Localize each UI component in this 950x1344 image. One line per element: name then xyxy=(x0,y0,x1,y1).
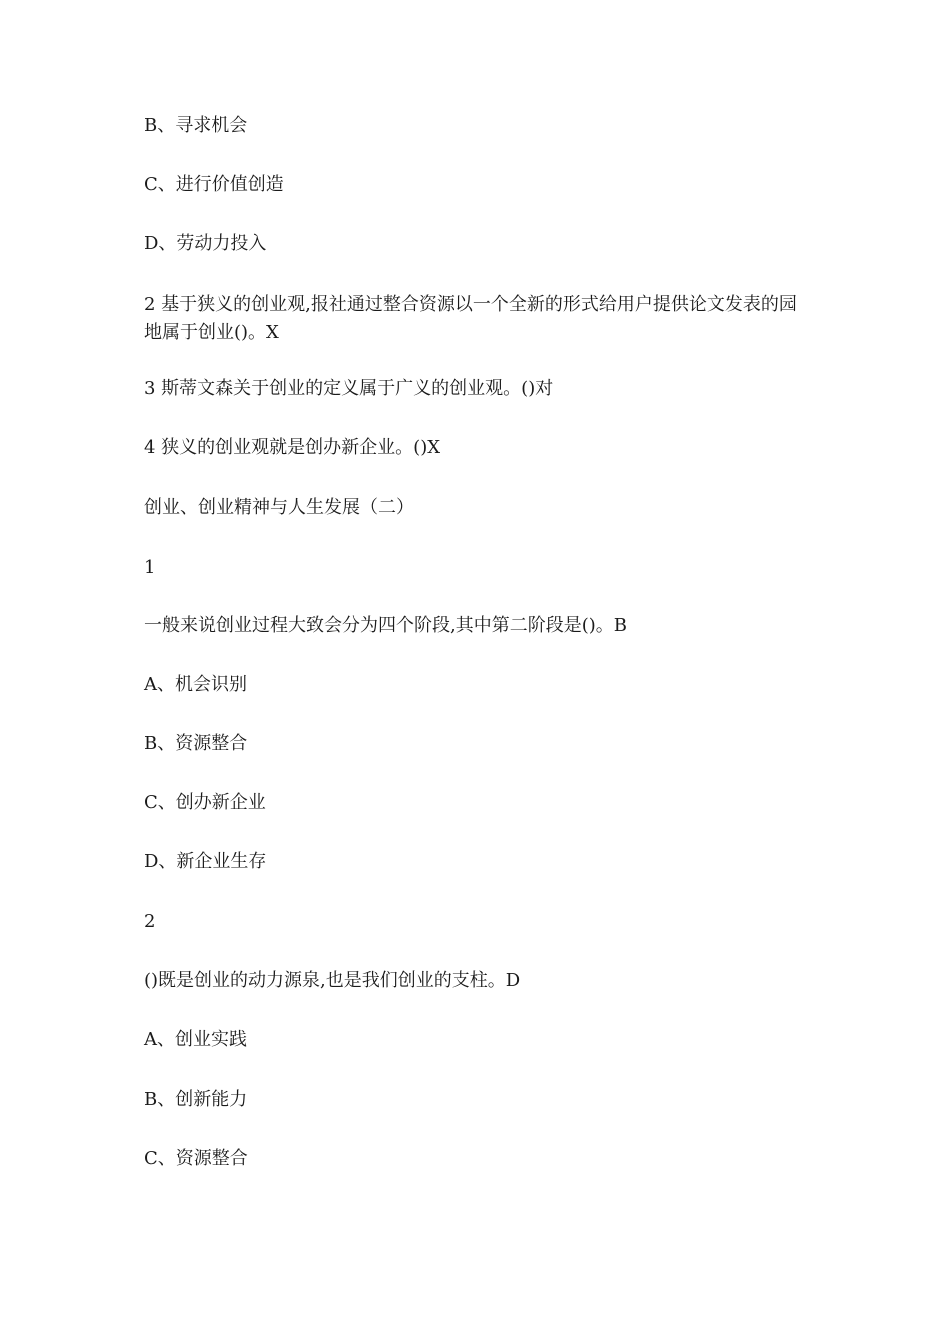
option-d-labor-input: D、劳动力投入 xyxy=(144,233,267,254)
question-1-text: 一般来说创业过程大致会分为四个阶段,其中第二阶段是()。B xyxy=(144,615,627,636)
option-a-practice: A、创业实践 xyxy=(144,1029,247,1050)
option-b-seek-opportunity: B、寻求机会 xyxy=(144,115,248,136)
question-2-text: ()既是创业的动力源泉,也是我们创业的支柱。D xyxy=(144,970,521,991)
option-a-opportunity-identification: A、机会识别 xyxy=(144,674,247,695)
option-c-new-venture: C、创办新企业 xyxy=(144,792,266,813)
option-b-innovation-ability: B、创新能力 xyxy=(144,1089,248,1110)
option-c-resource-integration: C、资源整合 xyxy=(144,1148,248,1169)
question-2-statement: 2 基于狭义的创业观,报社通过整合资源以一个全新的形式给用户提供论文发表的园地属于创业()。X xyxy=(144,294,797,343)
option-b-resource-integration: B、资源整合 xyxy=(144,733,248,754)
section-heading: 创业、创业精神与人生发展（二） xyxy=(144,497,414,518)
question-3-statement: 3 斯蒂文森关于创业的定义属于广义的创业观。()对 xyxy=(144,378,554,399)
question-number-2: 2 xyxy=(144,911,156,932)
question-number-1: 1 xyxy=(144,557,156,578)
option-c-value-creation: C、进行价值创造 xyxy=(144,174,284,195)
question-4-statement: 4 狭义的创业观就是创办新企业。()X xyxy=(144,437,441,458)
option-d-venture-survival: D、新企业生存 xyxy=(144,851,267,872)
